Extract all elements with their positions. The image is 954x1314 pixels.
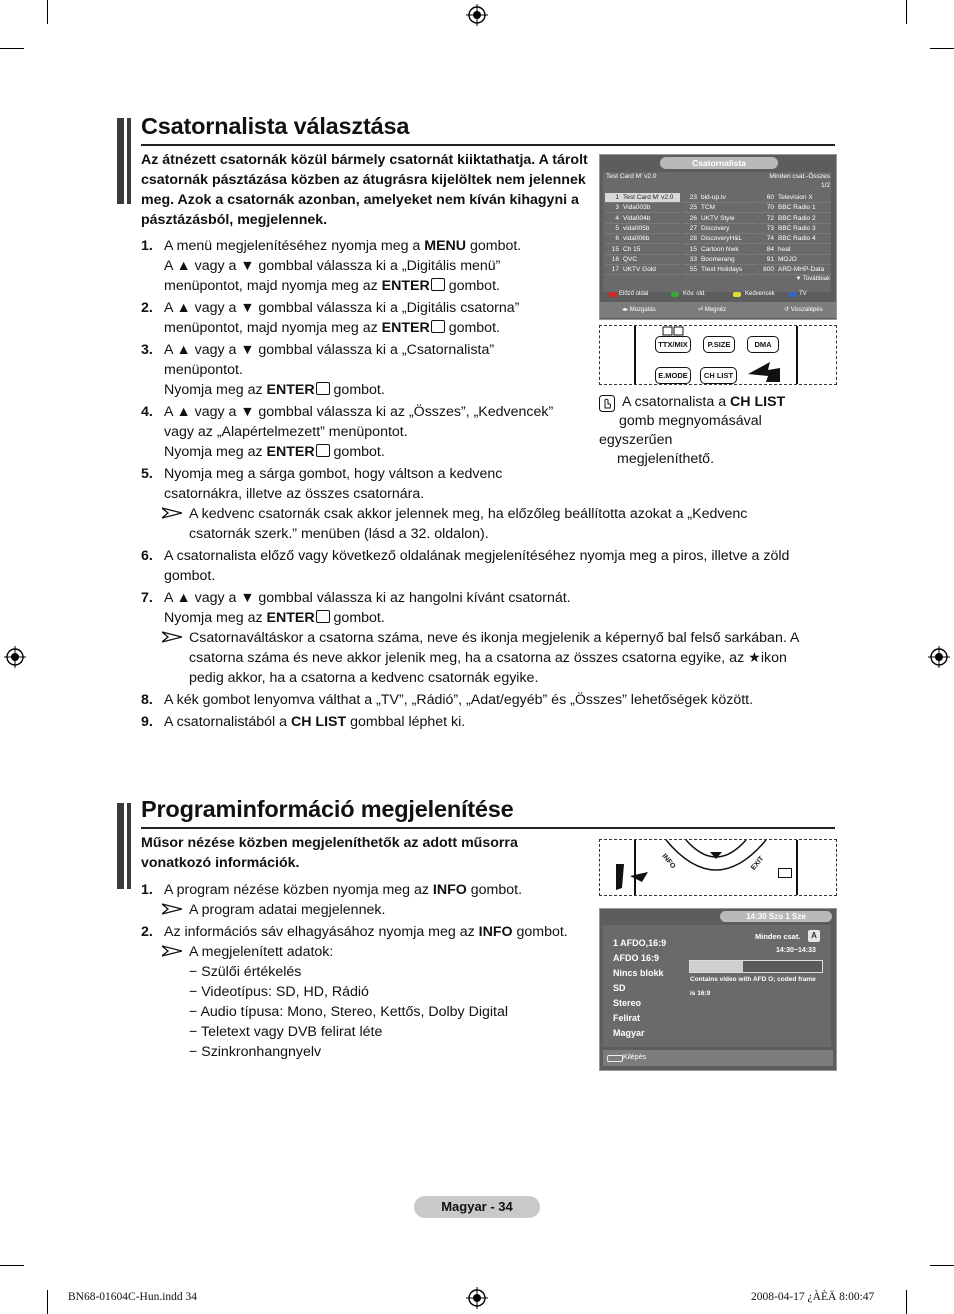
note-arrow-icon: [162, 507, 182, 519]
section-rule: [141, 827, 835, 829]
progress-bar: [689, 960, 823, 973]
screen-header: 14:30 Szo 1 Sze: [720, 911, 832, 922]
channel-number: 800: [763, 266, 774, 274]
channel-row[interactable]: [605, 265, 680, 275]
channel-number: 15: [689, 245, 697, 253]
screen-header: Csatornalista: [660, 157, 778, 169]
step-3: 3. A ▲ vagy a ▼ gombbal válassza ki a „Csatornalista” menüpontot. Nyomja meg az ENTER gombot.: [141, 342, 495, 398]
channel-row[interactable]: [683, 255, 758, 265]
section-title: Csatornalista választása: [141, 113, 410, 139]
info-item: − Szülői értékelés: [189, 964, 302, 980]
e-mode-button[interactable]: E.MODE: [655, 367, 691, 384]
registration-mark-icon: [928, 646, 950, 668]
step-list: [141, 880, 591, 1062]
channel-number: 72: [766, 214, 774, 222]
channel-row[interactable]: [683, 214, 758, 224]
registration-mark-icon: [466, 1287, 488, 1309]
enter-icon: [316, 444, 330, 457]
green-button-icon: [671, 292, 679, 297]
channel-number: 6: [615, 235, 619, 243]
step-2: 2. Az információs sáv elhagyásához nyomja meg az INFO gombot.: [141, 924, 568, 940]
channel-name: BBC Radio 4: [778, 235, 816, 243]
channel-number: 3: [615, 204, 619, 212]
step-1: 1. A program nézése közben nyomja meg az INFO gombot.: [141, 882, 523, 898]
info-screen: 14:30 Szo 1 Sze 1 AFDO,16:9 AFDO 16:9 Nincs blokk SD Stereo Felirat Magyar Minden csat. A 14:30~14:33 Contains video with AFD O; coded frame is 16:9 Kilépés: [599, 908, 837, 1071]
pointer-arrow-icon: [614, 862, 654, 892]
info-item: − Videotípus: SD, HD, Rádió: [189, 984, 369, 1000]
channel-number: 60: [766, 194, 774, 201]
note: A kedvenc csatornák csak akkor jelennek meg, ha előzőleg beállította azokat a „Kedvenc csatornák szerk.” menüben (lásd a 32. oldalon).: [141, 504, 841, 544]
side-note: A csatornalista a CH LIST gomb megnyomásával egyszerűen megjeleníthető.: [599, 394, 786, 467]
channel-number: 23: [689, 194, 697, 201]
channel-row[interactable]: [760, 203, 831, 213]
channel-name: BBC Radio 3: [778, 224, 816, 232]
program-detail-line: Magyar: [613, 1028, 645, 1038]
section-marker: [124, 118, 127, 204]
crop-mark: [0, 48, 24, 49]
channel-name: Test Card M' v2.0: [623, 194, 674, 201]
blue-button-icon: [789, 292, 797, 297]
channel-number: 73: [766, 224, 774, 232]
crop-mark: [0, 1265, 24, 1266]
enter-icon: [431, 278, 445, 291]
channel-name: DiscoveryH&L: [701, 235, 743, 243]
rating-badge: A: [808, 930, 820, 942]
footer-date: 2008-04-17 ¿ÀÈÄ 8:00:47: [751, 1291, 875, 1303]
channel-name: BBC Radio 1: [778, 204, 816, 212]
program-details: [613, 936, 666, 1041]
channel-row[interactable]: [760, 234, 831, 244]
info-item: − Audio típusa: Mono, Stereo, Kettős, Dolby Digital: [189, 1004, 509, 1020]
channel-name: Television X: [778, 194, 813, 201]
intro-text: Az átnézett csatornák közül bármely csatornát kiiktathatja. A tárolt csatornák pásztázása közben az átugrásra kijelöltek nem jelennek meg. Azok a csatornák azonban, amelyeket nem kíván kihagyni a pásztázásból, megjelennek.: [141, 152, 588, 228]
exit-button[interactable]: EXIT: [750, 855, 766, 872]
exit-bar: Kilépés: [603, 1050, 833, 1066]
channel-row[interactable]: [605, 234, 680, 244]
program-detail-line: 1 AFDO,16:9: [613, 938, 667, 948]
channel-number: 25: [689, 204, 697, 212]
color-button-bar: Előző oldal Köv. old. Kedvencek TV: [603, 289, 833, 300]
channel-row[interactable]: [760, 224, 831, 234]
exit-icon: [778, 868, 792, 878]
channel-name: Vida003b: [623, 204, 651, 212]
crop-mark: [47, 1290, 48, 1314]
channel-name: vida006b: [623, 235, 650, 243]
channel-number: 91: [766, 255, 774, 263]
channel-name: Discovery: [701, 224, 730, 232]
program-detail-line: AFDO 16:9: [613, 953, 660, 963]
channel-row[interactable]: [760, 265, 831, 275]
remote-closeup: [599, 839, 837, 896]
channel-row[interactable]: [760, 193, 831, 203]
step-4: 4. A ▲ vagy a ▼ gombbal válassza ki az „Összes”, „Kedvencek” vagy az „Alapértelmezett” menüpontot. Nyomja meg az ENTER gombot.: [141, 404, 554, 460]
pointer-arrow-icon: [746, 354, 782, 384]
remote-hand-icon: [599, 395, 615, 412]
dpad-icon: [636, 840, 796, 895]
channel-number: 4: [615, 214, 619, 222]
step-9: 9. A csatornalistából a CH LIST gombbal léphet ki.: [141, 714, 466, 730]
channel-row[interactable]: [605, 224, 680, 234]
step-6: 6. A csatornalista előző vagy következő oldalának megjelenítéséhez nyomja meg a piros, illetve a zöld gombot.: [141, 548, 790, 584]
info-button[interactable]: INFO: [660, 852, 677, 871]
channel-number: 33: [689, 255, 697, 263]
channel-number: 15: [611, 245, 619, 253]
remote-closeup: [599, 325, 837, 385]
crop-mark: [906, 0, 907, 24]
channel-row[interactable]: [683, 193, 758, 203]
section-marker: [124, 803, 127, 889]
channel-row[interactable]: [760, 245, 831, 255]
channel-name: bid-up.tv: [701, 194, 726, 201]
channel-number: 26: [689, 214, 697, 222]
registration-mark-icon: [4, 646, 26, 668]
channel-name: heat: [778, 245, 791, 253]
enter-icon: [431, 320, 445, 333]
enter-icon: [316, 382, 330, 395]
channel-number: 74: [766, 235, 774, 243]
channel-row[interactable]: [683, 203, 758, 213]
program-detail-line: Stereo: [613, 998, 642, 1008]
channel-number: 27: [689, 224, 697, 232]
channel-name: UKTV Style: [701, 214, 735, 222]
section-rule: [141, 144, 835, 146]
channel-name: Cartoon Nwk: [701, 245, 739, 253]
channel-number: 70: [766, 204, 774, 212]
ttx-mix-button[interactable]: TTX/MIX: [655, 336, 691, 353]
channel-row[interactable]: [760, 255, 831, 265]
note-arrow-icon: [162, 903, 182, 915]
channel-name: TCM: [701, 204, 716, 212]
enter-icon: [316, 610, 330, 623]
step-1: 1. A menü megjelenítéséhez nyomja meg a MENU gombot. A ▲ vagy a ▼ gombbal válassza ki a „Digitális menü” menüpontot, majd nyomja meg az ENTER gombot.: [141, 238, 522, 294]
channel-number: 5: [615, 224, 619, 232]
step-2: 2. A ▲ vagy a ▼ gombbal válassza ki a „Digitális csatorna” menüpontot, majd nyomja meg az ENTER gombot.: [141, 300, 520, 336]
step-5: 5. Nyomja meg a sárga gombot, hogy váltson a kedvenc csatornákra, illetve az összes csatornára.: [141, 466, 503, 502]
program-detail-line: Felirat: [613, 1013, 641, 1023]
channel-list-screen: Csatornalista Test Card M' v2.0 Minden csat.-Összes 1/2 1 Test Card M' v2.0 3 Vida003b 4 Vida004b 5 vida005b 6 vida006b 15 Ch 15 16 QVC 17 UKTV Gold 23 bid-up.tv 25 TCM 26 UKTV Style 27 Discovery 28 DiscoveryH&L 15 Cartoon Nwk 33 Boomerang 55 Ttext Holidays 60 Television X 70 BBC Radio 1 72 BBC Radio 2 73 BBC Radio 3 74 BBC Radio 4 84 heat 91 MOJO 800 ARD-MHP-Data ▼ Továbbiak Előző oldal Köv. old. Kedvencek TV ◂▸ Mozgatás ⏎ Megnéz ↺ Visszalépés: [599, 154, 837, 320]
channel-name: vida005b: [623, 224, 650, 232]
crop-mark: [906, 1290, 907, 1314]
channel-row[interactable]: [683, 245, 758, 255]
channel-row[interactable]: [760, 214, 831, 224]
nav-bar: ◂▸ Mozgatás ⏎ Megnéz ↺ Visszalépés: [600, 302, 836, 318]
ch-list-button[interactable]: CH LIST: [700, 367, 737, 384]
channel-row[interactable]: [683, 224, 758, 234]
note-arrow-icon: [162, 945, 182, 957]
info-item-list: [141, 962, 591, 1062]
note: A program adatai megjelennek.: [141, 900, 591, 920]
footer-file: BN68-01604C-Hun.indd 34: [68, 1291, 198, 1303]
page-label: Magyar - 34: [414, 1196, 540, 1218]
registration-mark-icon: [466, 4, 488, 26]
channel-number: 55: [689, 266, 697, 274]
channel-name: ARD-MHP-Data: [778, 266, 825, 274]
channel-row[interactable]: [605, 193, 680, 203]
note: A megjelenített adatok:: [141, 942, 591, 962]
yellow-button-icon: [733, 292, 741, 297]
channel-number: 1: [615, 194, 619, 201]
program-detail-line: SD: [613, 983, 626, 993]
channel-name: Boomerang: [701, 255, 735, 263]
dma-button[interactable]: DMA: [747, 336, 779, 353]
p-size-button[interactable]: P.SIZE: [703, 336, 735, 353]
star-icon: ★: [748, 650, 761, 666]
step-8: 8. A kék gombot lenyomva válthat a „TV”, „Rádió”, „Adat/egyéb” és „Összes” lehetőségek között.: [141, 692, 754, 708]
teletext-icon: [662, 326, 684, 336]
intro-text: Műsor nézése közben megjeleníthetők az adott műsorra vonatkozó információk.: [141, 835, 518, 871]
channel-name: Ttext Holidays: [701, 266, 743, 274]
red-button-icon: [609, 292, 617, 297]
channel-number: 17: [611, 266, 619, 274]
crop-mark: [930, 48, 954, 49]
program-detail-line: Nincs blokk: [613, 968, 664, 978]
channel-name: Vida004b: [623, 214, 651, 222]
channel-number: 84: [766, 245, 774, 253]
crop-mark: [47, 0, 48, 24]
channel-name: QVC: [623, 255, 638, 263]
info-item: − Teletext vagy DVB felirat léte: [189, 1024, 383, 1040]
crop-mark: [930, 1265, 954, 1266]
channel-row[interactable]: [683, 265, 758, 275]
channel-row[interactable]: [605, 203, 680, 213]
channel-name: BBC Radio 2: [778, 214, 816, 222]
exit-key-icon: [607, 1055, 623, 1062]
channel-row[interactable]: [683, 234, 758, 244]
note: Csatornaváltáskor a csatorna száma, neve és ikonja megjelenik a képernyő bal felső sarkában. A csatorna száma és neve akkor jelenik meg, ha a csatorna az összes csatorna egyike, az ★ikon pedig akkor, ha a csatorna a kedvenc csatornák egyike.: [141, 628, 849, 688]
channel-number: 16: [611, 255, 619, 263]
channel-name: UKTV Gold: [623, 266, 656, 274]
section-title: Programinformáció megjelenítése: [141, 796, 514, 822]
channel-row[interactable]: [605, 214, 680, 224]
note-arrow-icon: [162, 631, 182, 643]
channel-number: 28: [689, 235, 697, 243]
channel-row[interactable]: [605, 255, 680, 265]
channel-name: Ch 15: [623, 245, 641, 253]
info-item: − Szinkronhangnyelv: [189, 1044, 322, 1060]
channel-name: MOJO: [778, 255, 797, 263]
channel-row[interactable]: [605, 245, 680, 255]
step-7: 7. A ▲ vagy a ▼ gombbal válassza ki az hangolni kívánt csatornát. Nyomja meg az ENTER gombot.: [141, 590, 571, 626]
